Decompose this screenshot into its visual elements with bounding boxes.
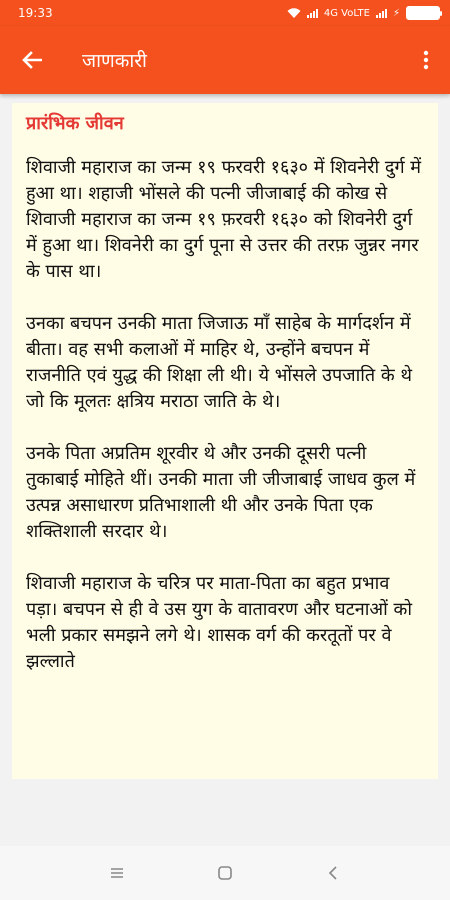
network-text: 4G VoLTE	[323, 7, 370, 19]
overflow-menu-button[interactable]	[402, 26, 450, 94]
status-icons	[287, 6, 440, 20]
page-title: जाणकारी	[82, 50, 147, 72]
article-paragraph-1: शिवाजी महाराज का जन्म १९ फरवरी १६३० में शिवनेरी दुर्ग में हुआ था। शहाजी भोंसले की पत्नी जीजाबाई की कोख से शिवाजी महाराज का जन्म १९ फ़रवरी १६३० को शिवनेरी दुर्ग में हुआ था। शिवनेरी का दुर्ग पूना से उत्तर की तरफ़ जुन्नर नगर के पास था।	[26, 157, 422, 282]
section-heading: प्रारंभिक जीवन	[26, 113, 124, 134]
article-paragraph-3: उनके पिता अप्रतिम शूरवीर थे और उनकी दूसरी पत्नी तुकाबाई मोहिते थीं। उनकी माता जी जीजाबाई जाधव कुल में उत्पन्न असाधारण प्रतिभाशाली थी और उनके पिता एक शक्तिशाली सरदार थे।	[26, 443, 416, 542]
article-card[interactable]	[12, 103, 438, 779]
more-vertical-icon	[423, 50, 429, 70]
battery-icon	[406, 6, 440, 20]
status-bar	[0, 0, 450, 26]
app-bar	[0, 26, 450, 94]
article-paragraph-2: उनका बचपन उनकी माता जिजाऊ माँ साहेब के मार्गदर्शन में बीता। वह सभी कलाओं में माहिर थे, उन्होंने बचपन में राजनीति एवं युद्ध की शिक्षा ली थी। ये भोंसले उपजाति के थे जो कि मूलतः क्षत्रिय मराठा जाति के थे।	[26, 313, 412, 412]
signal-icon	[307, 8, 318, 18]
charging-icon: ⚡	[392, 7, 400, 19]
article-paragraph-4: शिवाजी महाराज के चरित्र पर माता-पिता का बहुत प्रभाव पड़ा। बचपन से ही वे उस युग के वातावरण और घटनाओं को भली प्रकार समझने लगे थे। शासक वर्ग की करतूतों पर वे झल्लाते	[26, 573, 413, 672]
system-nav-bar	[0, 846, 450, 900]
status-time: 19:33	[18, 6, 53, 20]
system-back-button[interactable]	[318, 858, 348, 888]
signal-icon-2	[376, 8, 387, 18]
back-button[interactable]	[0, 26, 64, 94]
home-button[interactable]	[210, 858, 240, 888]
recents-button[interactable]	[102, 858, 132, 888]
arrow-left-icon	[22, 51, 42, 69]
back-chevron-icon	[328, 865, 338, 881]
home-square-icon	[217, 865, 233, 881]
menu-icon	[110, 867, 124, 879]
wifi-icon	[287, 8, 301, 19]
